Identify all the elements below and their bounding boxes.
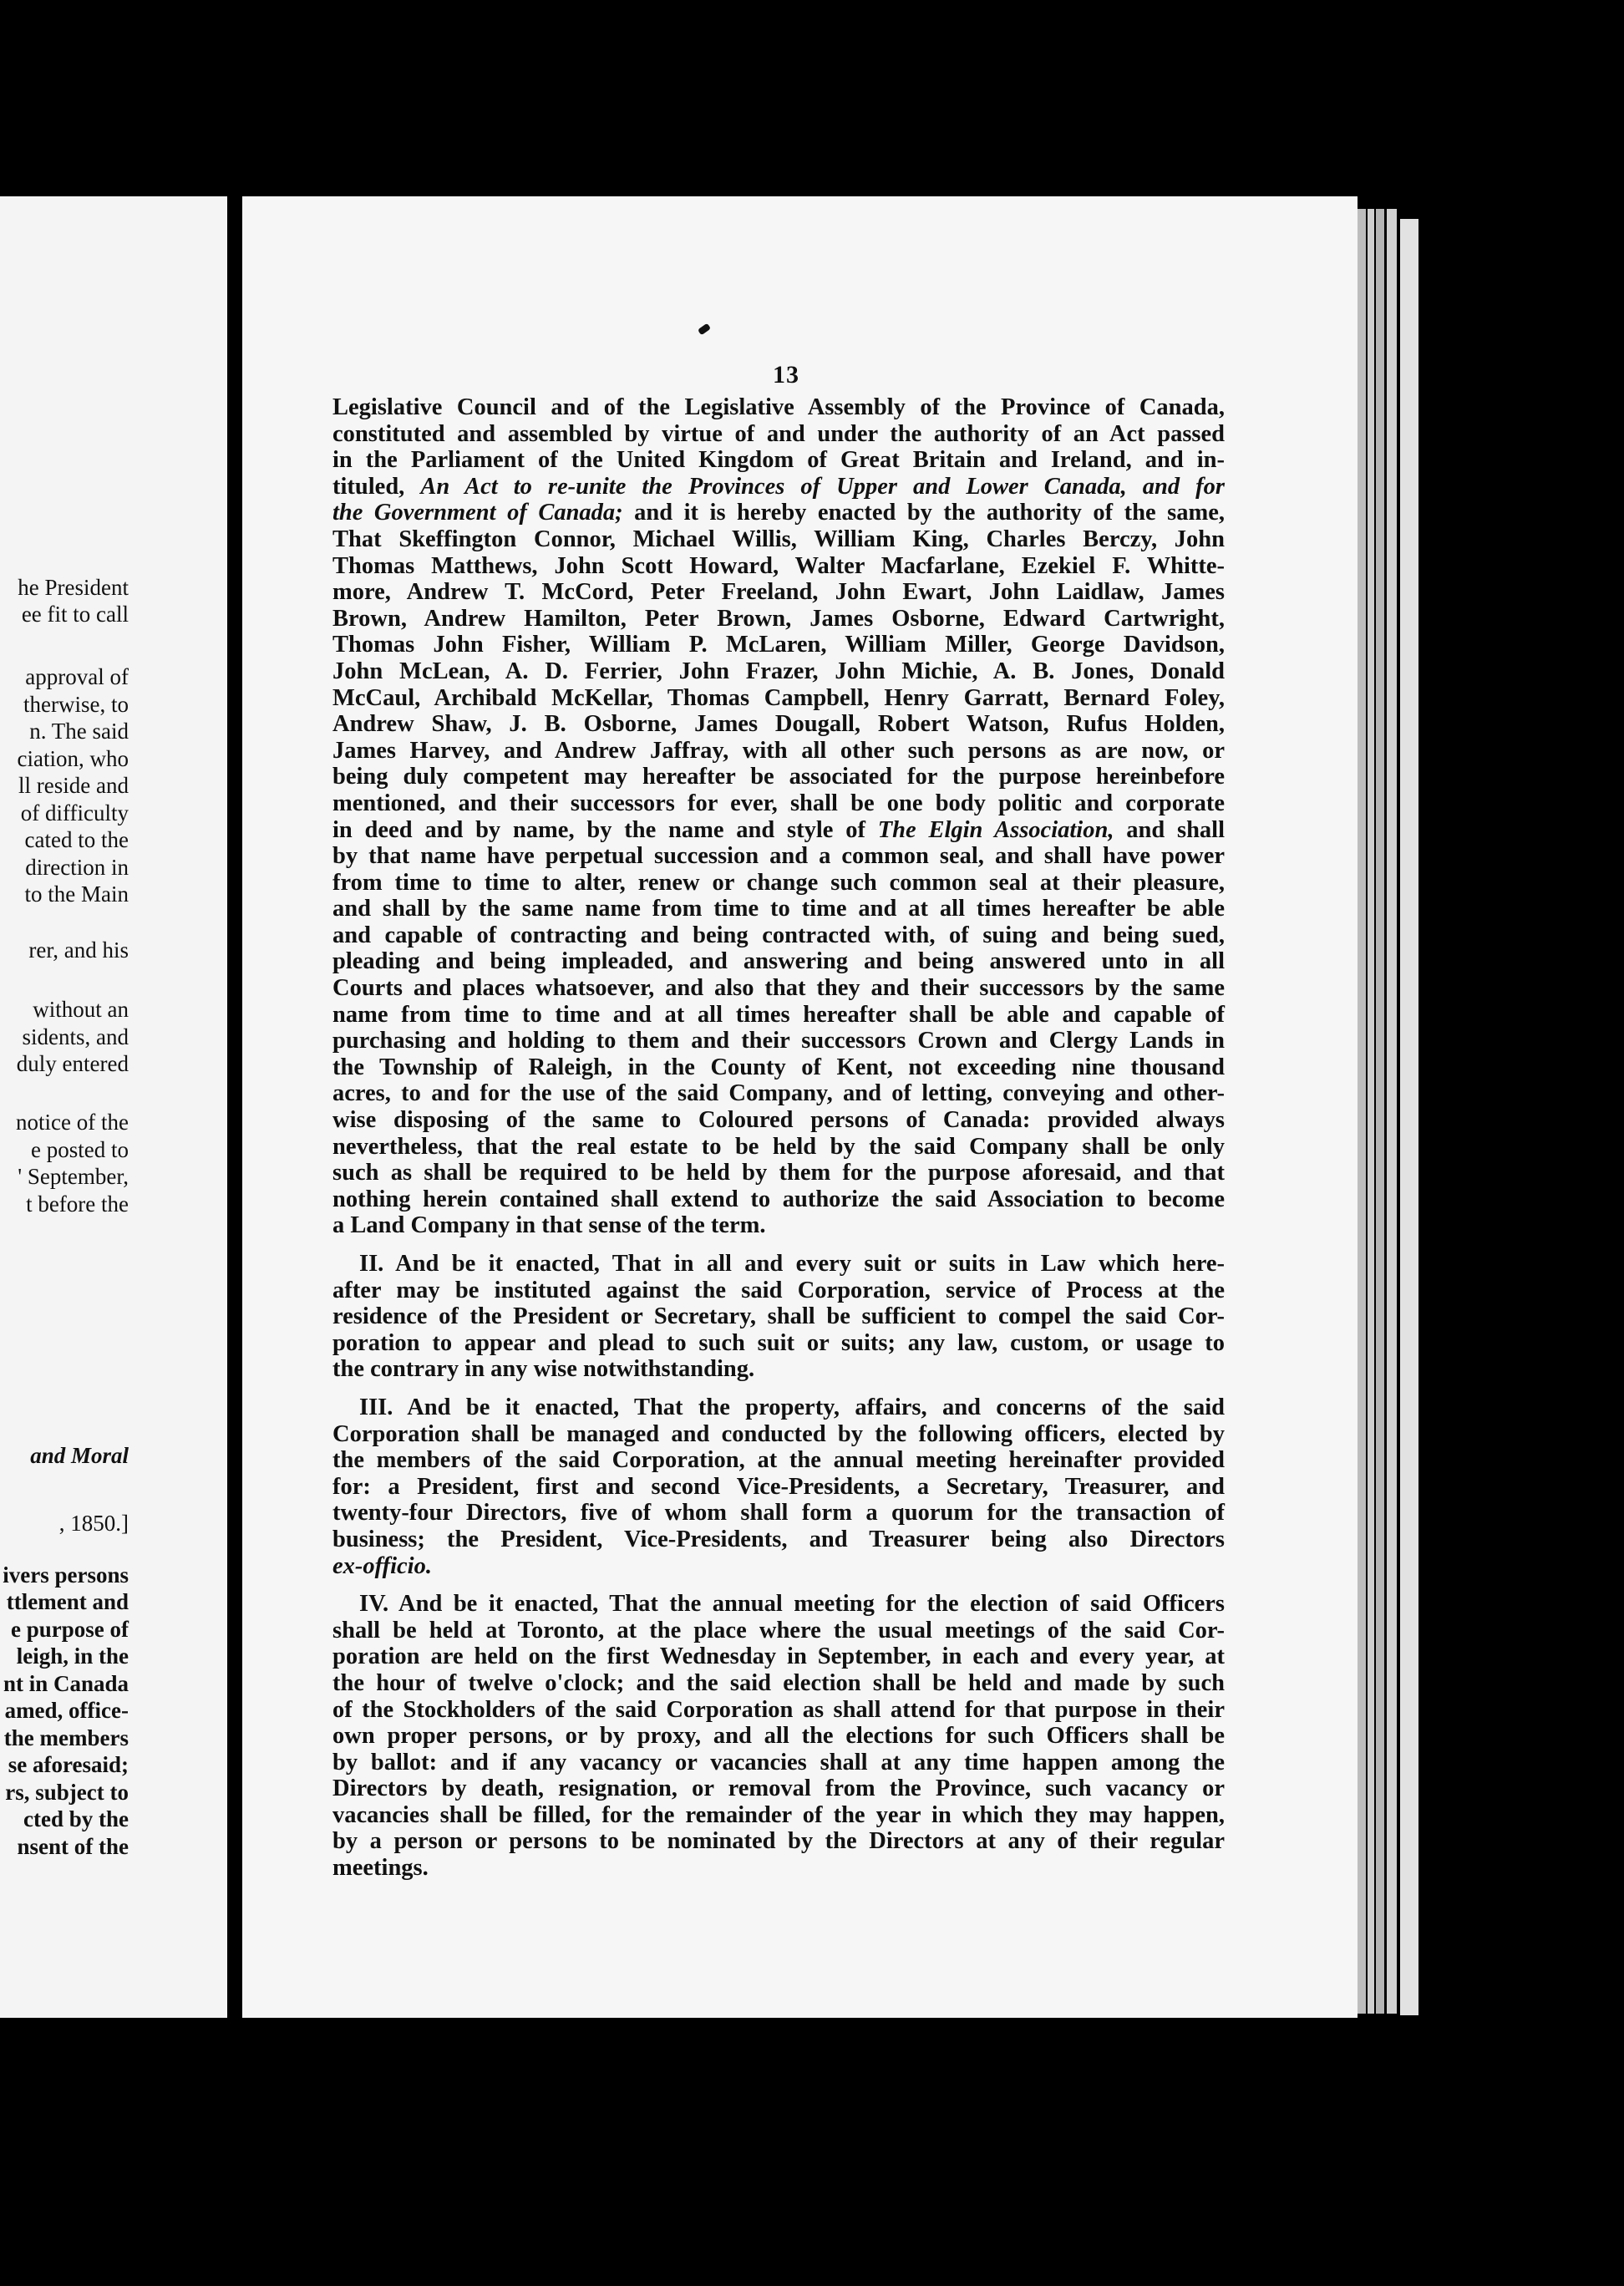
text-line: Directors by death, resignation, or removal from the Province, such vacancy or: [332, 1775, 1225, 1802]
text-line: [332, 474, 1225, 500]
text-line: being duly competent may hereafter be associated for the purpose hereinbefore: [332, 764, 1225, 790]
text-run: and it is hereby enacted by the authority of the same,: [622, 500, 1225, 526]
text-line: constituted and assembled by virtue of and under the authority of an Act passed: [332, 420, 1225, 447]
left-page-text-line: he President: [18, 575, 129, 600]
italic-title-run: the Government of Canada;: [332, 500, 623, 526]
text-line: Courts and places whatsoever, and also that they and their successors by the same: [332, 975, 1225, 1002]
text-line: residence of the President or Secretary, shall be sufficient to compel the said Cor-: [332, 1303, 1225, 1330]
left-page-text-line: cted by the: [23, 1806, 129, 1831]
text-line: Andrew Shaw, J. B. Osborne, James Dougall, Robert Watson, Rufus Holden,: [332, 711, 1225, 738]
text-line: James Harvey, and Andrew Jaffray, with all other such persons as are now, or: [332, 737, 1225, 764]
text-line: nevertheless, that the real estate to be held by the said Company shall be only: [332, 1133, 1225, 1160]
left-page-text-line: ttlement and: [6, 1589, 129, 1614]
page-edge: [1358, 209, 1366, 2014]
left-page-text-line: nsent of the: [17, 1834, 129, 1859]
left-page-text-line: ll reside and: [18, 773, 129, 798]
left-page-text-line: n. The said: [29, 719, 129, 744]
text-line: shall be held at Toronto, at the place where the usual meetings of the said Cor-: [332, 1617, 1225, 1643]
left-page-text-line: the members: [3, 1725, 129, 1750]
text-line: [332, 500, 1225, 526]
page-edge: [1368, 209, 1374, 2014]
text-line: meetings.: [332, 1855, 429, 1882]
text-line: by that name have perpetual succession and a common seal, and shall have power: [332, 843, 1225, 870]
text-line: Brown, Andrew Hamilton, Peter Brown, James Osborne, Edward Cartwright,: [332, 605, 1225, 632]
left-page-text-line: approval of: [25, 664, 129, 689]
paragraph-gap: [332, 1383, 1225, 1394]
text-line: the hour of twelve o'clock; and the said election shall be held and made by such: [332, 1669, 1225, 1696]
left-page-text-line: e purpose of: [11, 1617, 129, 1642]
text-line: by a person or persons to be nominated by the Directors at any of their regular: [332, 1828, 1225, 1855]
text-line: John McLean, A. D. Ferrier, John Frazer, John Michie, A. B. Jones, Donald: [332, 658, 1225, 684]
text-line: and capable of contracting and being contracted with, of suing and being sued,: [332, 922, 1225, 948]
text-line: the contrary in any wise notwithstanding.: [332, 1356, 755, 1383]
text-line: own proper persons, or by proxy, and all the elections for such Officers shall be: [332, 1723, 1225, 1750]
page-number: 13: [773, 361, 799, 389]
left-page-text-line: sidents, and: [22, 1024, 129, 1049]
text-run: in deed and by name, by the name and style of: [332, 816, 878, 843]
left-page-text-line: and Moral: [30, 1443, 129, 1468]
left-page-text-line: therwise, to: [23, 692, 129, 717]
text-line: name from time to time and at all times hereafter shall be able and capable of: [332, 1001, 1225, 1028]
text-line: the members of the said Corporation, at the annual meeting hereinafter provided: [332, 1447, 1225, 1474]
text-line: nothing herein contained shall extend to authorize the said Association to become: [332, 1186, 1225, 1212]
italic-title-run: ex-officio.: [332, 1552, 432, 1579]
left-page-text-line: ciation, who: [17, 746, 129, 771]
left-page-text-line: of difficulty: [20, 800, 129, 826]
text-line: II. And be it enacted, That in all and every suit or suits in Law which here-: [359, 1251, 1225, 1277]
left-page-text-line: t before the: [26, 1191, 129, 1217]
left-page-text-line: direction in: [25, 855, 129, 880]
text-line: business; the President, Vice-Presidents, and Treasurer being also Directors: [332, 1526, 1225, 1552]
italic-title-run: The Elgin Association,: [877, 816, 1114, 843]
left-page-text-line: to the Main: [24, 881, 129, 907]
left-page-text-line: , 1850.]: [58, 1511, 129, 1536]
left-page-text-line: se aforesaid;: [8, 1752, 129, 1777]
left-page-text-line: ee fit to call: [21, 602, 129, 627]
left-page-text-line: without an: [33, 997, 129, 1022]
text-line: purchasing and holding to them and their successors Crown and Clergy Lands in: [332, 1028, 1225, 1054]
text-line: the Township of Raleigh, in the County of Kent, not exceeding nine thousand: [332, 1054, 1225, 1080]
text-run: tituled,: [332, 473, 421, 500]
text-line: IV. And be it enacted, That the annual meeting for the election of said Officers: [359, 1591, 1225, 1618]
text-line: Thomas John Fisher, William P. McLaren, William Miller, George Davidson,: [332, 632, 1225, 658]
text-line: poration to appear and plead to such suit or suits; any law, custom, or usage to: [332, 1329, 1225, 1356]
text-line: in the Parliament of the United Kingdom of Great Britain and Ireland, and in-: [332, 447, 1225, 474]
text-line: Thomas Matthews, John Scott Howard, Walter Macfarlane, Ezekiel F. Whitte-: [332, 552, 1225, 579]
left-page-text-line: rs, subject to: [5, 1780, 129, 1805]
left-page-text-line: notice of the: [16, 1110, 129, 1135]
text-line: wise disposing of the same to Coloured persons of Canada: provided always: [332, 1107, 1225, 1134]
left-page-text-line: duly entered: [16, 1051, 129, 1076]
text-line: twenty-four Directors, five of whom shall form a quorum for the transaction of: [332, 1500, 1225, 1527]
left-page-text-line: e posted to: [31, 1137, 129, 1162]
paragraph-gap: [332, 1239, 1225, 1251]
text-line: by ballot: and if any vacancy or vacancies shall at any time happen among the: [332, 1749, 1225, 1775]
left-page-text-line: nt in Canada: [3, 1671, 129, 1696]
text-run: and shall: [1114, 816, 1226, 843]
text-line: and shall by the same name from time to time and at all times hereafter be able: [332, 896, 1225, 922]
text-line: pleading and being impleaded, and answering and being answered unto in all: [332, 948, 1225, 975]
text-line: of the Stockholders of the said Corporation as shall attend for that purpose in their: [332, 1696, 1225, 1723]
text-line: for: a President, first and second Vice-Presidents, a Secretary, Treasurer, and: [332, 1473, 1225, 1500]
left-page: [0, 196, 227, 2018]
text-line: [332, 1553, 1225, 1580]
text-line: mentioned, and their successors for ever, shall be one body politic and corporate: [332, 790, 1225, 816]
text-line: Corporation shall be managed and conducted by the following officers, elected by: [332, 1420, 1225, 1447]
left-page-text-line: leigh, in the: [16, 1643, 129, 1669]
text-line: after may be instituted against the said Corporation, service of Process at the: [332, 1277, 1225, 1303]
page-edge: [1376, 209, 1384, 2014]
left-page-text-line: amed, office-: [4, 1698, 129, 1723]
text-line: III. And be it enacted, That the property, affairs, and concerns of the said: [359, 1394, 1225, 1420]
text-line: such as shall be required to be held by them for the purpose aforesaid, and that: [332, 1160, 1225, 1186]
text-line: more, Andrew T. McCord, Peter Freeland, John Ewart, John Laidlaw, James: [332, 579, 1225, 606]
text-line: [332, 817, 1225, 844]
left-page-text-line: cated to the: [24, 827, 129, 852]
text-line: That Skeffington Connor, Michael Willis, William King, Charles Berczy, John: [332, 526, 1225, 552]
text-line: a Land Company in that sense of the term.: [332, 1212, 766, 1239]
text-line: vacancies shall be filled, for the remainder of the year in which they may happen,: [332, 1801, 1225, 1828]
italic-title-run: An Act to re-unite the Provinces of Upper and Lower Canada, and for: [420, 473, 1226, 500]
page-edge: [1400, 219, 1418, 2015]
left-page-text-line: ivers persons: [3, 1562, 129, 1588]
left-page-text-line: rer, and his: [28, 937, 129, 963]
text-line: acres, to and for the use of the said Company, and of letting, conveying and other-: [332, 1080, 1225, 1107]
paragraph-gap: [332, 1579, 1225, 1591]
text-line: Legislative Council and of the Legislative Assembly of the Province of Canada,: [332, 394, 1225, 420]
left-page-text-line: ' September,: [18, 1164, 129, 1189]
text-line: from time to time to alter, renew or change such common seal at their pleasure,: [332, 869, 1225, 896]
page-edge: [1387, 209, 1397, 2014]
text-line: poration are held on the first Wednesday in September, in each and every year, at: [332, 1643, 1225, 1670]
text-line: McCaul, Archibald McKellar, Thomas Campbell, Henry Garratt, Bernard Foley,: [332, 684, 1225, 711]
page-body-text: [332, 394, 1225, 1882]
